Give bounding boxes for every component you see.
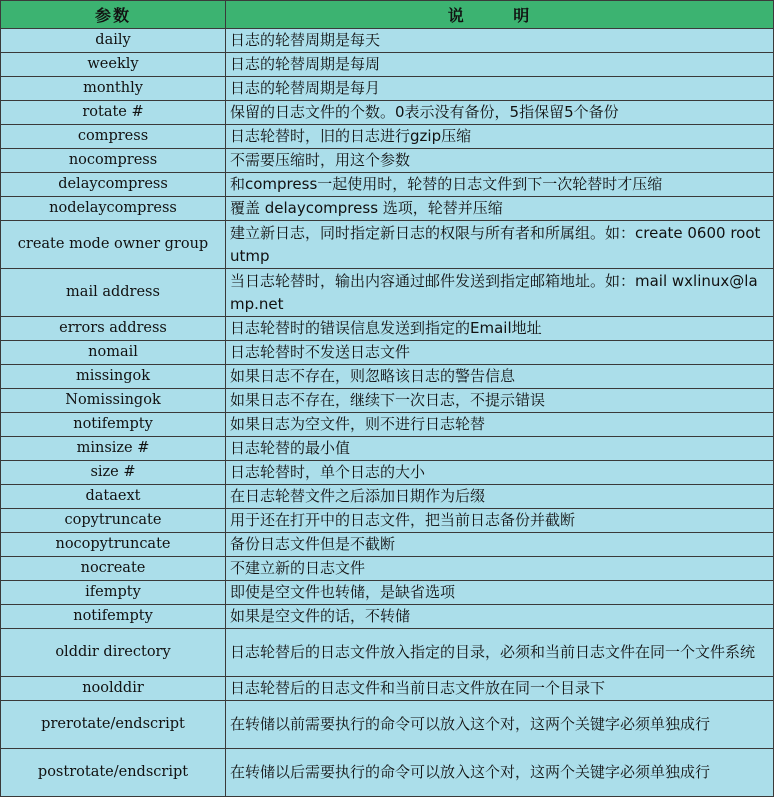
table-row: [1, 125, 774, 149]
desc-cell: 和compress一起使用时，轮替的日志文件到下一次轮替时才压缩: [226, 173, 774, 197]
desc-cell: 用于还在打开中的日志文件，把当前日志备份并截断: [226, 509, 774, 533]
table-row: [1, 389, 774, 413]
table-row: [1, 341, 774, 365]
desc-cell: 不需要压缩时，用这个参数: [226, 149, 774, 173]
table-row: [1, 173, 774, 197]
table-row: [1, 101, 774, 125]
table-row: [1, 701, 774, 749]
desc-cell: 如果日志不存在，则忽略该日志的警告信息: [226, 365, 774, 389]
desc-cell: 日志的轮替周期是每天: [226, 29, 774, 53]
param-cell: missingok: [1, 365, 226, 389]
desc-cell: 日志轮替时不发送日志文件: [226, 341, 774, 365]
desc-cell: 日志轮替后的日志文件放入指定的目录，必须和当前日志文件在同一个文件系统: [226, 629, 774, 677]
param-cell: prerotate/endscript: [1, 701, 226, 749]
table-row: [1, 149, 774, 173]
param-cell: nocompress: [1, 149, 226, 173]
param-cell: nodelaycompress: [1, 197, 226, 221]
param-cell: notifempty: [1, 605, 226, 629]
param-cell: create mode owner group: [1, 221, 226, 269]
param-cell: daily: [1, 29, 226, 53]
table-row: [1, 53, 774, 77]
desc-cell: 日志轮替后的日志文件和当前日志文件放在同一个目录下: [226, 677, 774, 701]
param-cell: nocreate: [1, 557, 226, 581]
table-row: [1, 29, 774, 53]
desc-cell: 不建立新的日志文件: [226, 557, 774, 581]
desc-cell: 如果是空文件的话，不转储: [226, 605, 774, 629]
param-cell: copytruncate: [1, 509, 226, 533]
desc-cell: 日志的轮替周期是每周: [226, 53, 774, 77]
desc-cell: 建立新日志，同时指定新日志的权限与所有者和所属组。如：create 0600 root utmp: [226, 221, 774, 269]
table-row: [1, 581, 774, 605]
desc-cell: 如果日志不存在，继续下一次日志，不提示错误: [226, 389, 774, 413]
table-row: [1, 749, 774, 797]
table-row: [1, 437, 774, 461]
param-cell: delaycompress: [1, 173, 226, 197]
param-cell: errors address: [1, 317, 226, 341]
desc-cell: 保留的日志文件的个数。0表示没有备份，5指保留5个备份: [226, 101, 774, 125]
desc-cell: 即使是空文件也转储，是缺省选项: [226, 581, 774, 605]
param-cell: Nomissingok: [1, 389, 226, 413]
table-row: [1, 317, 774, 341]
param-cell: nocopytruncate: [1, 533, 226, 557]
table-row: [1, 485, 774, 509]
table-row: [1, 677, 774, 701]
desc-cell: 如果日志为空文件，则不进行日志轮替: [226, 413, 774, 437]
param-cell: notifempty: [1, 413, 226, 437]
table-row: [1, 269, 774, 317]
table-row: [1, 413, 774, 437]
param-cell: size #: [1, 461, 226, 485]
param-cell: mail address: [1, 269, 226, 317]
param-cell: minsize #: [1, 437, 226, 461]
param-cell: weekly: [1, 53, 226, 77]
table-row: [1, 221, 774, 269]
header-desc: 说 明: [226, 1, 774, 29]
desc-cell: 备份日志文件但是不截断: [226, 533, 774, 557]
table-row: [1, 629, 774, 677]
header-row: [1, 1, 774, 29]
desc-cell: 在转储以前需要执行的命令可以放入这个对，这两个关键字必须单独成行: [226, 701, 774, 749]
desc-cell: 日志轮替的最小值: [226, 437, 774, 461]
desc-cell: 日志的轮替周期是每月: [226, 77, 774, 101]
table-row: [1, 557, 774, 581]
table-row: [1, 533, 774, 557]
param-cell: dataext: [1, 485, 226, 509]
desc-cell: 在转储以后需要执行的命令可以放入这个对，这两个关键字必须单独成行: [226, 749, 774, 797]
desc-cell: 在日志轮替文件之后添加日期作为后缀: [226, 485, 774, 509]
desc-cell: 当日志轮替时，输出内容通过邮件发送到指定邮箱地址。如：mail wxlinux@lamp.net: [226, 269, 774, 317]
table-row: [1, 461, 774, 485]
table-row: [1, 509, 774, 533]
param-cell: noolddir: [1, 677, 226, 701]
header-param: 参数: [1, 1, 226, 29]
table-row: [1, 365, 774, 389]
table-row: [1, 77, 774, 101]
desc-cell: 覆盖 delaycompress 选项，轮替并压缩: [226, 197, 774, 221]
param-cell: monthly: [1, 77, 226, 101]
desc-cell: 日志轮替时，单个日志的大小: [226, 461, 774, 485]
desc-cell: 日志轮替时，旧的日志进行gzip压缩: [226, 125, 774, 149]
desc-cell: 日志轮替时的错误信息发送到指定的Email地址: [226, 317, 774, 341]
param-cell: olddir directory: [1, 629, 226, 677]
param-cell: rotate #: [1, 101, 226, 125]
table-row: [1, 605, 774, 629]
param-cell: postrotate/endscript: [1, 749, 226, 797]
param-cell: compress: [1, 125, 226, 149]
table-row: [1, 197, 774, 221]
param-cell: nomail: [1, 341, 226, 365]
param-cell: ifempty: [1, 581, 226, 605]
